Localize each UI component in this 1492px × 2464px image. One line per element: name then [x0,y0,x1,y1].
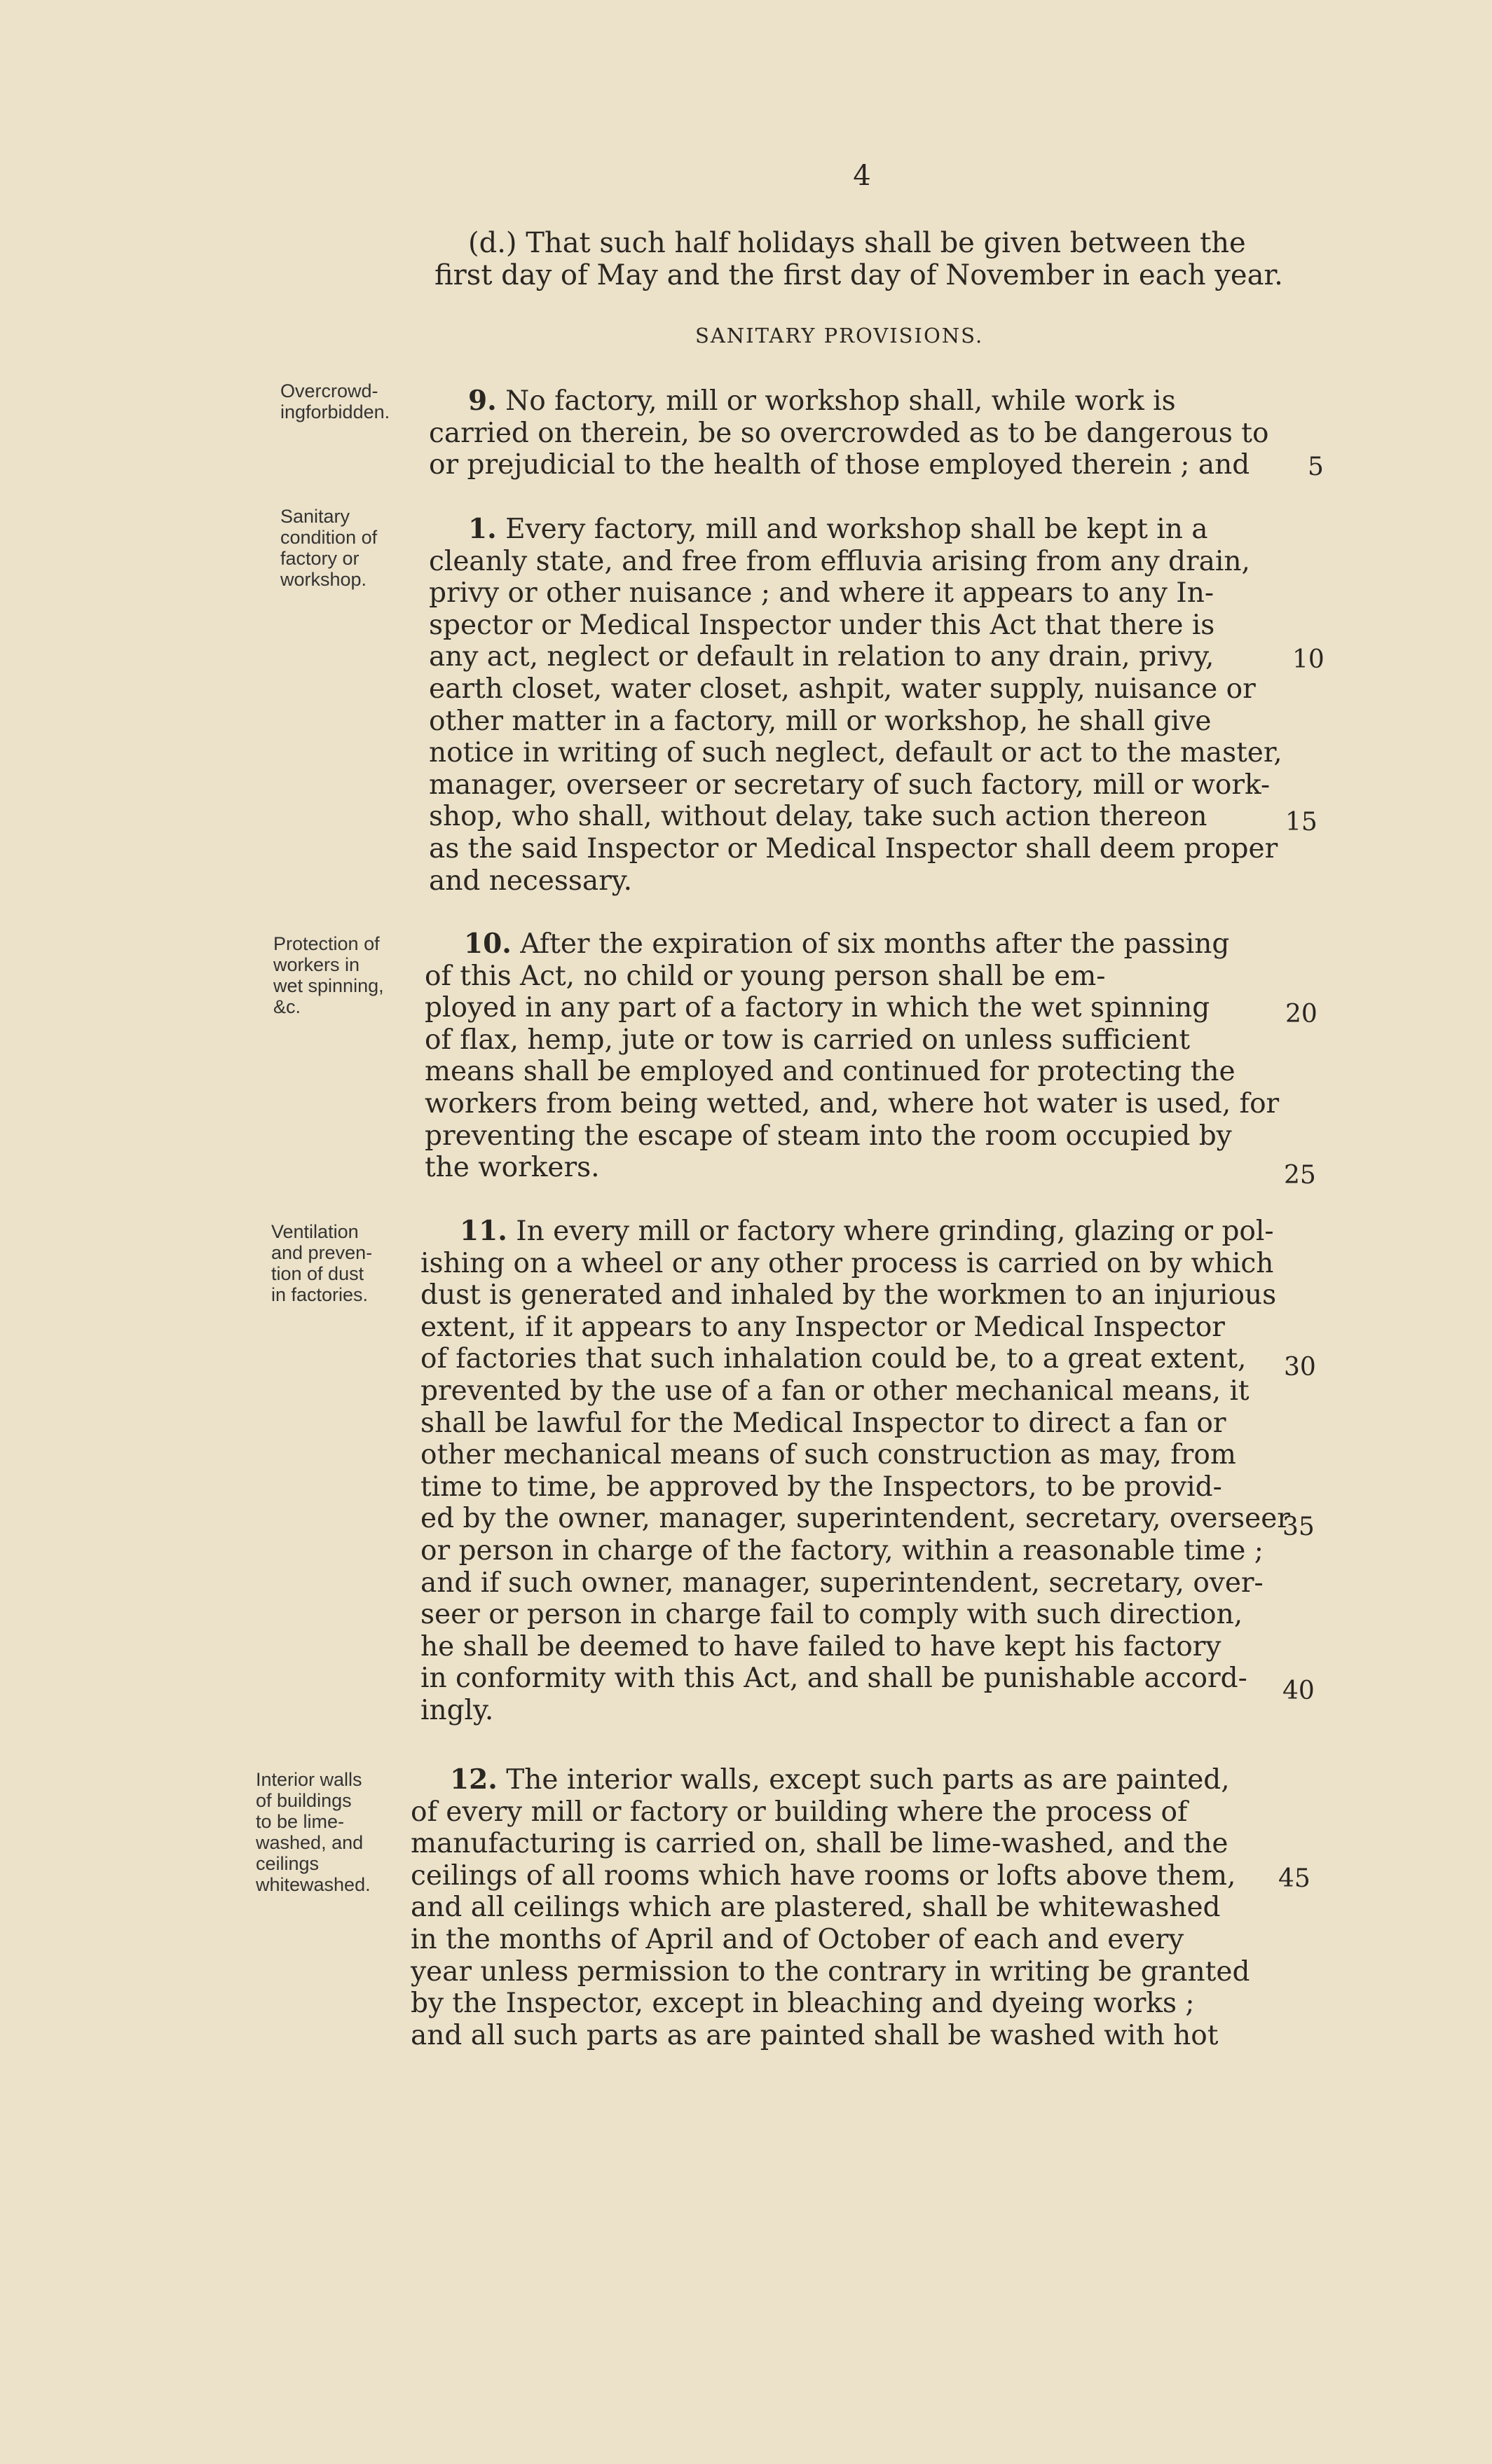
section-heading: SANITARY PROVISIONS. [695,324,984,347]
paragraph-line: other matter in a factory, mill or workshop, he shall give [429,705,1212,737]
paragraph-first-line [429,514,1282,546]
paragraph-line: ed by the owner, manager, superintendent, secretary, overseer [420,1503,1290,1535]
section-number: 9. [468,385,497,417]
paragraph-line: dust is generated and inhaled by the workmen to an injurious [420,1279,1277,1312]
paragraph-line: notice in writing of such neglect, default or act to the master, [429,737,1282,769]
section-number: 1. [468,513,497,545]
paragraph-line: the workers. [425,1152,600,1184]
paragraph-line: and necessary. [429,865,633,897]
paragraph-line: ingly. [420,1694,494,1726]
paragraph-line: year unless permission to the contrary in writing be granted [411,1955,1250,1988]
margin-note-line: ingforbidden. [280,401,390,422]
section-10 [425,928,1279,1184]
paragraph-text: Every factory, mill and workshop shall be kept in a [505,514,1208,545]
paragraph-line: other mechanical means of such construction as may, from [420,1439,1236,1471]
paragraph-line: of every mill or factory or building where the process of [411,1796,1188,1828]
margin-note-protection [273,933,442,1017]
paragraph-line: in the months of April and of October of each and every [411,1923,1184,1955]
margin-note-ventilation [271,1221,439,1305]
line-number: 15 [1285,808,1318,837]
paragraph-line: or prejudicial to the health of those employed therein ; and [429,449,1250,481]
paragraph-line: of flax, hemp, jute or tow is carried on unless sufficient [425,1024,1190,1056]
section-11 [420,1216,1290,1727]
paragraph-line: or person in charge of the factory, within a reasonable time ; [420,1534,1264,1567]
section-9 [429,385,1268,481]
margin-note-line: Interior walls [256,1769,362,1790]
line-number: 35 [1282,1513,1315,1541]
section-number: 10. [464,928,512,960]
section-9-1 [429,514,1282,897]
paragraph-line: means shall be employed and continued for protecting the [425,1056,1236,1088]
margin-note-line: Protection of [273,933,380,954]
paragraph-line: seer or person in charge fail to comply with such direction, [420,1599,1243,1631]
paragraph-line: as the said Inspector or Medical Inspector shall deem proper [429,832,1278,865]
paragraph-line: and if such owner, manager, superintendent, secretary, over- [420,1567,1264,1599]
margin-note-line: ceilings [256,1853,320,1874]
line-number: 20 [1285,1000,1318,1028]
paragraph-line: and all such parts as are painted shall be washed with hot [411,2019,1219,2051]
paragraph-first-line [425,928,1279,961]
paragraph-line: he shall be deemed to have failed to have kept his factory [420,1630,1221,1663]
paragraph-line: cleanly state, and free from effluvia arising from any drain, [429,545,1250,577]
section-12 [411,1764,1250,2051]
intro-line-1: (d.) That such half holidays shall be given between the [468,227,1246,259]
page-number: 4 [853,160,871,192]
margin-note-line: to be lime- [256,1811,345,1832]
paragraph-line: manager, overseer or secretary of such factory, mill or work- [429,769,1271,801]
margin-note-line: Ventilation [271,1221,359,1242]
margin-note-line: Sanitary [280,506,350,527]
line-number: 45 [1278,1864,1310,1893]
paragraph-line: and all ceilings which are plastered, shall be whitewashed [411,1892,1221,1924]
paragraph-first-line [420,1216,1290,1248]
paragraph-line: in conformity with this Act, and shall be punishable accord- [420,1663,1247,1695]
paragraph-line: ployed in any part of a factory in which the wet spinning [425,992,1210,1024]
margin-note-line: and preven- [271,1242,373,1263]
line-number: 10 [1292,645,1325,674]
paragraph-line: extent, if it appears to any Inspector or Medical Inspector [420,1311,1225,1343]
paragraph-line: privy or other nuisance ; and where it appears to any In- [429,577,1214,610]
line-number: 30 [1284,1353,1316,1382]
margin-note-line: wet spinning, [273,975,384,996]
section-number: 11. [460,1215,507,1247]
margin-note-sanitary [280,506,449,590]
paragraph-line: by the Inspector, except in bleaching and dyeing works ; [411,1988,1195,2020]
margin-note-line: workers in [273,954,360,975]
paragraph-first-line [411,1764,1250,1796]
paragraph-line: prevented by the use of a fan or other mechanical means, it [420,1375,1250,1407]
section-number: 12. [450,1763,498,1796]
paragraph-first-line [429,385,1268,418]
margin-note-line: &c. [273,996,301,1017]
paragraph-line: shop, who shall, without delay, take such action thereon [429,801,1207,833]
margin-note-line: factory or [280,548,360,569]
paragraph-line: of factories that such inhalation could be, to a great extent, [420,1343,1247,1375]
line-number: 5 [1308,453,1324,481]
paragraph-line: workers from being wetted, and, where hot water is used, for [425,1087,1280,1120]
line-number: 40 [1282,1677,1315,1705]
margin-note-line: in factories. [271,1284,369,1305]
paragraph-line: of this Act, no child or young person shall be em- [425,960,1106,992]
paragraph-line: ceilings of all rooms which have rooms or lofts above them, [411,1859,1236,1892]
intro-line-2: first day of May and the first day of November in each year. [434,259,1283,291]
margin-note-line: condition of [280,527,378,548]
margin-note-line: tion of dust [271,1263,364,1284]
paragraph-text: After the expiration of six months after the passing [520,928,1230,960]
margin-note-overcrowding [280,380,449,422]
paragraph-line: preventing the escape of steam into the room occupied by [425,1120,1232,1152]
paragraph-line: earth closet, water closet, ashpit, water supply, nuisance or [429,673,1256,705]
margin-note-line: of buildings [256,1790,352,1811]
paragraph-line: manufacturing is carried on, shall be lime-washed, and the [411,1828,1228,1860]
margin-note-line: washed, and [256,1832,364,1853]
margin-note-line: whitewashed. [256,1874,371,1895]
paragraph-line: time to time, be approved by the Inspectors, to be provid- [420,1471,1222,1503]
paragraph-line: spector or Medical Inspector under this Act that there is [429,609,1215,641]
paragraph-text: The interior walls, except such parts as are painted, [506,1764,1230,1796]
paragraph-line: carried on therein, be so overcrowded as to be dangerous to [429,417,1269,449]
margin-note-line: Overcrowd- [280,380,378,401]
margin-note-line: workshop. [280,569,367,590]
margin-note-walls [256,1769,424,1895]
paragraph-line: any act, neglect or default in relation to any drain, privy, [429,641,1214,673]
line-number: 25 [1284,1161,1316,1190]
paragraph-line: ishing on a wheel or any other process is carried on by which [420,1247,1274,1279]
paragraph-text: No factory, mill or workshop shall, while work is [505,385,1176,417]
paragraph-line: shall be lawful for the Medical Inspector to direct a fan or [420,1407,1226,1439]
paragraph-text: In every mill or factory where grinding, glazing or pol- [516,1216,1274,1247]
